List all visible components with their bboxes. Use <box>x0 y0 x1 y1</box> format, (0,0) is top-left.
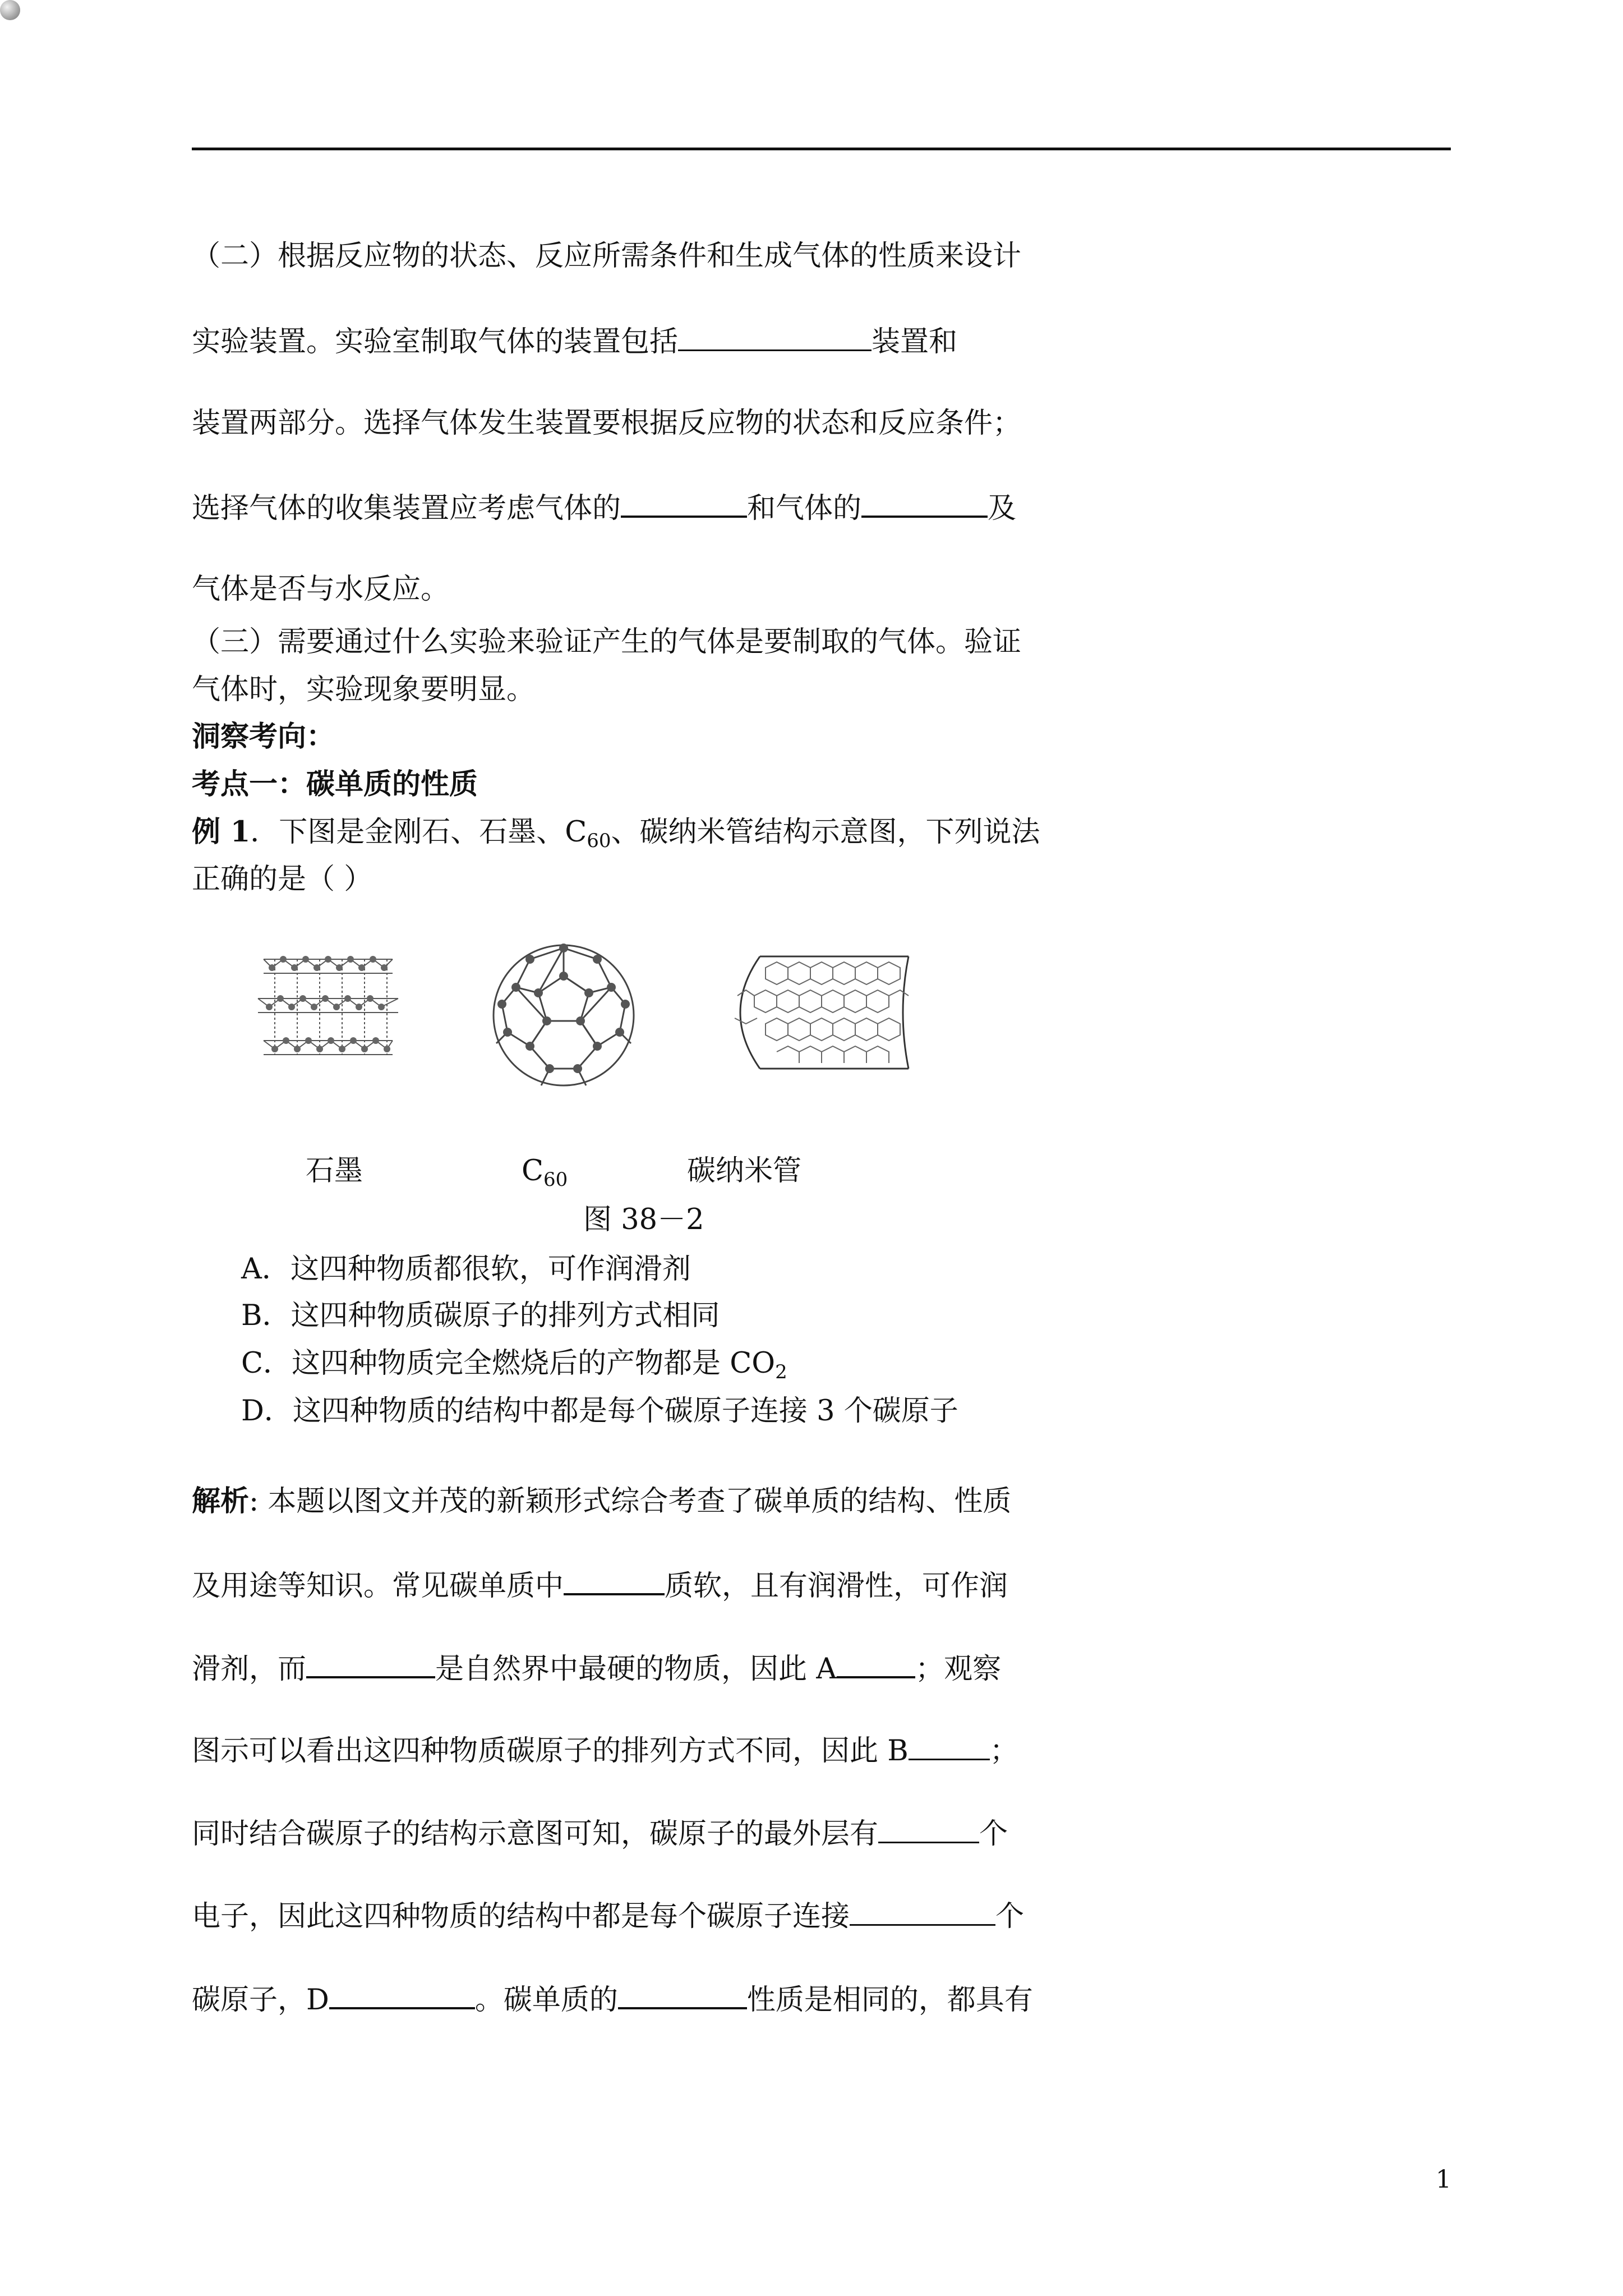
section2-line2: 实验装置。实验室制取气体的装置包括 装置和 <box>192 321 957 361</box>
section2-line4: 选择气体的收集装置应考虑气体的 和气体的 及 <box>192 487 1016 527</box>
caption-c60: $C_{60}$ <box>522 1154 568 1191</box>
example1-line2: 正确的是（ ） <box>192 863 373 896</box>
blank-field <box>909 1731 990 1760</box>
heading-topic1: 考点一：碳单质的性质 <box>192 767 478 801</box>
header-rule <box>192 148 1451 150</box>
option-c: C．这四种物质完全燃烧后的产物都是 $CO_2$ <box>241 1347 787 1383</box>
blank-field <box>878 1814 979 1843</box>
analysis-line1: 解析: 本题以图文并茂的新颖形式综合考查了碳单质的结构、性质 <box>192 1484 1012 1518</box>
blank-field <box>564 1565 665 1595</box>
analysis-line5: 同时结合碳原子的结构示意图可知，碳原子的最外层有 个 <box>192 1814 1008 1853</box>
analysis-line7: 碳原子，D 。碳单质的 性质是相同的，都具有 <box>192 1979 1033 2019</box>
heading-insight: 洞察考向： <box>192 720 335 753</box>
blank-field <box>850 1896 995 1926</box>
section3-line2: 气体时，实验现象要明显。 <box>192 673 536 706</box>
blank-field <box>329 1979 475 2009</box>
option-b: B．这四种物质碳原子的排列方式相同 <box>241 1299 720 1332</box>
graphite-structure-figure <box>252 942 404 1094</box>
caption-nanotube: 碳纳米管 <box>687 1154 802 1188</box>
example1-line1: 例 1．下图是金刚石、石墨、$C_{60}$、碳纳米管结构示意图，下列说法 <box>192 815 1040 852</box>
c60-structure-figure <box>479 931 648 1099</box>
option-a: A．这四种物质都很软，可作润滑剂 <box>241 1253 691 1286</box>
analysis-line6: 电子，因此这四种物质的结构中都是每个碳原子连接 个 <box>192 1896 1024 1935</box>
section3-line1: （三）需要通过什么实验来验证产生的气体是要制取的气体。验证 <box>192 625 1022 659</box>
blank-field <box>306 1648 435 1678</box>
caption-graphite: 石墨 <box>306 1154 363 1188</box>
blank-field <box>678 321 872 351</box>
section2-line3: 装置两部分。选择气体发生装置要根据反应物的状态和反应条件； <box>192 407 1022 440</box>
section2-line5: 气体是否与水反应。 <box>192 573 450 606</box>
blank-field <box>621 487 747 518</box>
analysis-line4: 图示可以看出这四种物质碳原子的排列方式不同，因此 B ； <box>192 1731 1018 1770</box>
analysis-line3: 滑剂，而 是自然界中最硬的物质，因此 A ；观察 <box>192 1648 1001 1688</box>
carbon-nanotube-figure <box>715 945 917 1080</box>
blank-field <box>861 487 988 518</box>
corner-bullet-icon <box>0 0 20 20</box>
analysis-line2: 及用途等知识。常见碳单质中 质软，且有润滑性，可作润 <box>192 1565 1008 1605</box>
option-d: D．这四种物质的结构中都是每个碳原子连接 3 个碳原子 <box>241 1395 958 1428</box>
blank-field <box>618 1979 747 2009</box>
figure-title: 图 38－2 <box>583 1203 704 1236</box>
page-number: 1 <box>1436 2165 1451 2194</box>
section2-line1: （二）根据反应物的状态、反应所需条件和生成气体的性质来设计 <box>192 240 1022 273</box>
blank-field <box>837 1648 915 1678</box>
